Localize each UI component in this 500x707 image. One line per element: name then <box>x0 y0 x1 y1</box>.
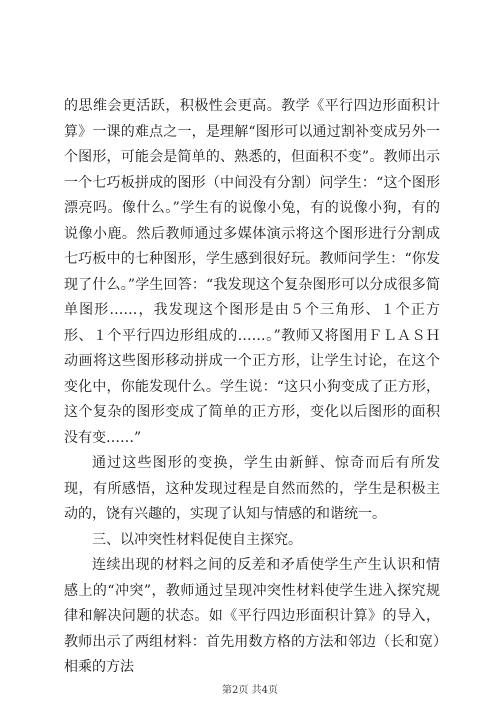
document-body <box>64 94 440 681</box>
section-heading: 三、以冲突性材料促使自主探究。 <box>92 531 302 548</box>
paragraph-conflict: 连续出现的材料之间的反差和矛盾使学生产生认识和情感上的“冲突”，教师通过呈现冲突性材料使学生进入探究规律和解决问题的状态。如《平行四边形面积计算》的导入，教师出示了两组材料：首先用数方格的方法和邻边（长和宽）相乘的方法 <box>64 557 440 675</box>
page-footer: 第2页 共4页 <box>222 685 278 696</box>
paragraph-continued: 的思维会更活跃，积极性会更高。教学《平行四边形面积计算》一课的难点之一，是理解“图形可以通过割补变成另外一个图形，可能会是简单的、熟悉的，但面积不变”。教师出示一个七巧板拼成的图形（中间没有分割）问学生：“这个图形漂亮吗。像什么。”学生有的说像小兔，有的说像小狗，有的说像小鹿。然后教师通过多媒体演示将这个图形进行分割成七巧板中的七种图形，学生感到很好玩。教师问学生：“你发现了什么。”学生回答：“我发现这个复杂图形可以分成很多简单图形……，我发现这个图形是由５个三角形、１个正方形、１个平行四边形组成的……。”教师又将图用ＦＬＡＳＨ动画将这些图形移动拼成一个正方形，让学生讨论，在这个变化中，你能发现什么。学生说：“这只小狗变成了正方形，这个复杂的图形变成了简单的正方形，变化以后图形的面积没有变……” <box>64 98 440 446</box>
paragraph-summary: 通过这些图形的变换，学生由新鲜、惊奇而后有所发现，有所感悟，这种发现过程是自然而然的，学生是积极主动的，饶有兴趣的，实现了认知与情感的和谐统一。 <box>64 455 440 522</box>
